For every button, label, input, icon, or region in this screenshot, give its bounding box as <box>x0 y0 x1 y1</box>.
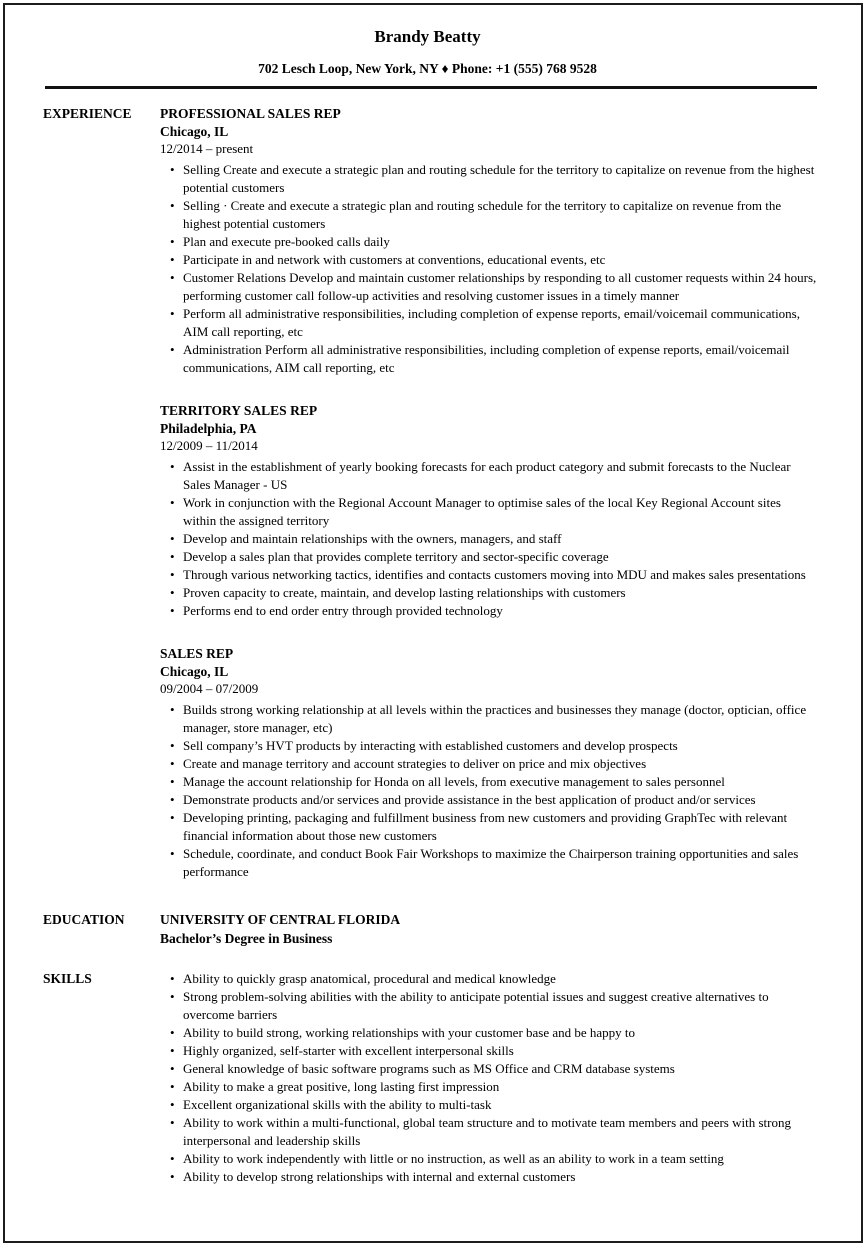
job-entry-professional-sales-rep <box>160 104 817 377</box>
job-location: Chicago, IL <box>160 124 229 139</box>
bullet-item: • Highly organized, self-starter with excellent interpersonal skills <box>183 1042 817 1060</box>
job-dates: 09/2004 – 07/2009 <box>160 681 259 696</box>
job-title: SALES REP <box>160 646 234 661</box>
job-entry-territory-sales-rep <box>160 401 817 620</box>
bullet-item: • Administration Perform all administrative responsibilities, including completion of expense reports, email/voicemail communications, AIM call reporting, etc <box>183 341 817 377</box>
bullet-item: • Work in conjunction with the Regional Account Manager to optimise sales of the local Key Regional Account sites within the assigned territory <box>183 494 817 530</box>
education-degree: Bachelor’s Degree in Business <box>160 931 333 946</box>
bullet-item: • Create and manage territory and account strategies to deliver on price and mix objectives <box>183 755 817 773</box>
bullet-item: • Participate in and network with customers at conventions, educational events, etc <box>183 251 817 269</box>
header-divider <box>45 86 817 89</box>
bullet-item: • Builds strong working relationship at all levels within the practices and businesses they manage (doctor, optician, office manager, store manager, etc) <box>183 701 817 737</box>
resume-page <box>3 3 863 1243</box>
job-dates: 12/2009 – 11/2014 <box>160 438 258 453</box>
bullet-item: • Selling Create and execute a strategic plan and routing schedule for the territory to capitalize on revenue from the highest potential customers <box>183 161 817 197</box>
bullet-item: • Customer Relations Develop and maintain customer relationships by responding to all customer requests within 24 hours, performing customer call follow-up activities and resolving customer issues in a timely manner <box>183 269 817 305</box>
skills-bullet-list <box>160 970 817 1186</box>
job-location: Philadelphia, PA <box>160 421 257 436</box>
resume-header <box>38 27 817 77</box>
bullet-item: • Schedule, coordinate, and conduct Book Fair Workshops to maximize the Chairperson training opportunities and sales performance <box>183 845 817 881</box>
section-label-education: EDUCATION <box>43 912 125 927</box>
bullet-item: • Performs end to end order entry through provided technology <box>183 602 817 620</box>
bullet-item: • Ability to work independently with little or no instruction, as well as an ability to work in a team setting <box>183 1150 817 1168</box>
bullet-item: • Develop and maintain relationships with the owners, managers, and staff <box>183 530 817 548</box>
bullet-item: • Ability to work within a multi-functional, global team structure and to motivate team members and peers with strong interpersonal and leadership skills <box>183 1114 817 1150</box>
job-title: PROFESSIONAL SALES REP <box>160 106 341 121</box>
bullet-item: • Ability to quickly grasp anatomical, procedural and medical knowledge <box>183 970 817 988</box>
bullet-item: • Perform all administrative responsibilities, including completion of expense reports, email/voicemail communications, AIM call reporting, etc <box>183 305 817 341</box>
bullet-item: • Proven capacity to create, maintain, and develop lasting relationships with customers <box>183 584 817 602</box>
section-label-skills: SKILLS <box>43 971 92 986</box>
job-bullet-list <box>160 161 817 377</box>
bullet-item: • Developing printing, packaging and fulfillment business from new customers and providing GraphTec with relevant financial information about those new customers <box>183 809 817 845</box>
candidate-name: Brandy Beatty <box>374 27 481 46</box>
job-entry-sales-rep <box>160 644 817 881</box>
bullet-item: • Excellent organizational skills with the ability to multi-task <box>183 1096 817 1114</box>
bullet-item: • Develop a sales plan that provides complete territory and sector-specific coverage <box>183 548 817 566</box>
skills-content <box>160 969 817 1186</box>
section-education <box>38 910 817 948</box>
bullet-item: • General knowledge of basic software programs such as MS Office and CRM database systems <box>183 1060 817 1078</box>
section-experience <box>38 104 817 881</box>
job-title: TERRITORY SALES REP <box>160 403 318 418</box>
bullet-item: • Ability to build strong, working relationships with your customer base and be happy to <box>183 1024 817 1042</box>
bullet-item: • Ability to make a great positive, long lasting first impression <box>183 1078 817 1096</box>
bullet-item: • Demonstrate products and/or services and provide assistance in the best application of product and/or services <box>183 791 817 809</box>
job-dates: 12/2014 – present <box>160 141 254 156</box>
bullet-item: • Sell company’s HVT products by interacting with established customers and develop prospects <box>183 737 817 755</box>
bullet-item: • Selling · Create and execute a strategic plan and routing schedule for the territory to capitalize on revenue from the highest potential customers <box>183 197 817 233</box>
job-bullet-list <box>160 701 817 881</box>
education-school: UNIVERSITY OF CENTRAL FLORIDA <box>160 912 401 927</box>
bullet-item: • Assist in the establishment of yearly booking forecasts for each product category and submit forecasts to the Nuclear Sales Manager - US <box>183 458 817 494</box>
job-bullet-list <box>160 458 817 620</box>
education-content <box>160 910 817 948</box>
bullet-item: • Strong problem-solving abilities with the ability to anticipate potential issues and suggest creative alternatives to overcome barriers <box>183 988 817 1024</box>
section-skills <box>38 969 817 1186</box>
bullet-item: • Plan and execute pre-booked calls daily <box>183 233 817 251</box>
section-label-experience: EXPERIENCE <box>43 106 132 121</box>
bullet-item: • Manage the account relationship for Honda on all levels, from executive management to sales personnel <box>183 773 817 791</box>
bullet-item: • Through various networking tactics, identifies and contacts customers moving into MDU and makes sales presentations <box>183 566 817 584</box>
experience-content <box>160 104 817 881</box>
bullet-item: • Ability to develop strong relationships with internal and external customers <box>183 1168 817 1186</box>
contact-line: 702 Lesch Loop, New York, NY ♦ Phone: +1 (555) 768 9528 <box>258 61 597 76</box>
job-location: Chicago, IL <box>160 664 229 679</box>
